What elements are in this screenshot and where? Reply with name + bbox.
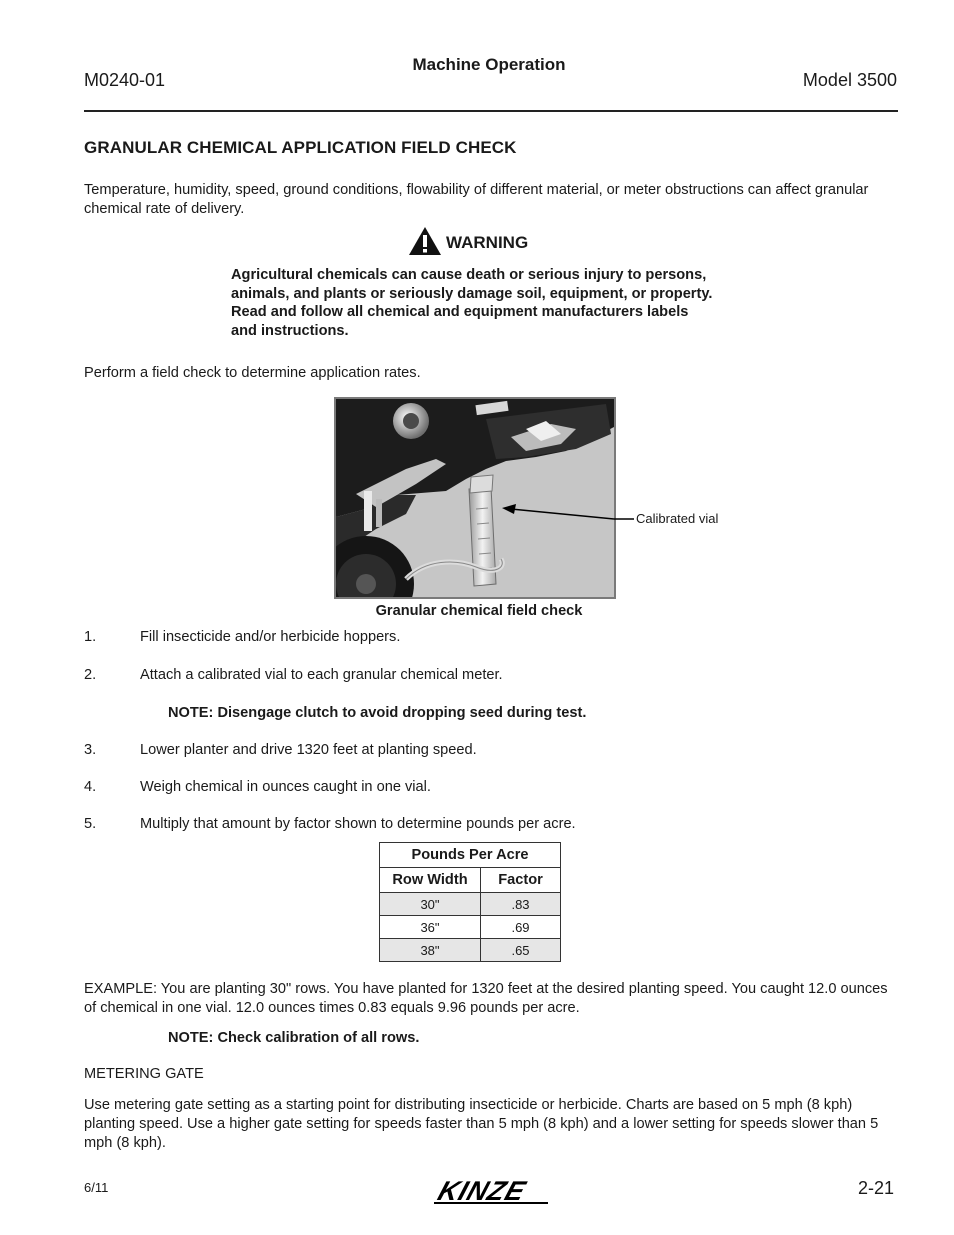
column-header-row-width: Row Width (380, 868, 481, 893)
header-divider (84, 110, 898, 112)
step-text: Weigh chemical in ounces caught in one vial. (140, 779, 431, 795)
step-text: Fill insecticide and/or herbicide hoppers. (140, 629, 401, 645)
revision-date: 6/11 (84, 1180, 109, 1195)
example-paragraph: EXAMPLE: You are planting 30" rows. You have planted for 1320 feet at the desired planting speed. You caught 12.0 ounces of chemical in one vial. 12.0 ounces times 0.83 equals 9.96 pounds per acre. (84, 981, 888, 1016)
table-cell: .83 (481, 893, 561, 916)
table-cell: .69 (481, 916, 561, 939)
intro-paragraph: Temperature, humidity, speed, ground conditions, flowability of different material, or meter obstructions can affect granular chemical rate of delivery. (84, 182, 869, 217)
field-check-photo (334, 397, 616, 599)
table-cell: .65 (481, 939, 561, 962)
metering-gate-paragraph: Use metering gate setting as a starting point for distributing insecticide or herbicide. Charts are based on 5 mph (8 kph) planting speed. Use a higher gate setting for speeds faster than 5 mph (8 kph) and a lower setting for speeds slower than 5 mph (8 kph). (84, 1097, 879, 1151)
step-number: 2. (84, 667, 97, 683)
callout-leader-line (614, 515, 634, 523)
table-title: Pounds Per Acre (380, 843, 561, 868)
table-cell: 36" (380, 916, 481, 939)
warning-line: Read and follow all chemical and equipment manufacturers labels (231, 304, 689, 320)
warning-text (231, 266, 761, 340)
table-row (380, 939, 561, 962)
model-name: Model 3500 (802, 70, 897, 90)
logo-text: KINZE (434, 1176, 531, 1206)
kinze-logo (430, 1176, 552, 1211)
warning-header (408, 228, 528, 258)
step-text: Lower planter and drive 1320 feet at planting speed. (140, 742, 477, 758)
page-number: 2-21 (857, 1178, 894, 1198)
step-number: 4. (84, 779, 97, 795)
metering-gate-heading: METERING GATE (84, 1066, 204, 1082)
column-header-factor: Factor (481, 868, 561, 893)
table-cell: 38" (380, 939, 481, 962)
warning-line: animals, and plants or seriously damage soil, equipment, or property. (231, 285, 713, 302)
field-check-intro: Perform a field check to determine application rates. (84, 365, 421, 381)
warning-line: Agricultural chemicals can cause death or serious injury to persons, (231, 267, 707, 283)
clutch-note: NOTE: Disengage clutch to avoid dropping seed during test. (168, 705, 587, 721)
table-row (380, 893, 561, 916)
section-title-header: Machine Operation (412, 55, 566, 74)
warning-line: and instructions. (231, 322, 349, 339)
step-text: Multiply that amount by factor shown to determine pounds per acre. (140, 816, 576, 832)
step-number: 5. (84, 816, 97, 832)
figure-caption: Granular chemical field check (375, 603, 583, 619)
page-title: GRANULAR CHEMICAL APPLICATION FIELD CHECK (84, 138, 517, 157)
calibration-note: NOTE: Check calibration of all rows. (168, 1030, 420, 1046)
step-number: 3. (84, 742, 97, 758)
table-row (380, 916, 561, 939)
warning-triangle-icon (408, 226, 442, 261)
document-number: M0240-01 (84, 70, 166, 90)
step-text: Attach a calibrated vial to each granular chemical meter. (140, 667, 503, 683)
table-cell: 30" (380, 893, 481, 916)
factor-table (379, 842, 561, 962)
calibrated-vial-label: Calibrated vial (636, 511, 719, 526)
warning-title: WARNING (446, 233, 529, 252)
step-number: 1. (84, 629, 97, 645)
